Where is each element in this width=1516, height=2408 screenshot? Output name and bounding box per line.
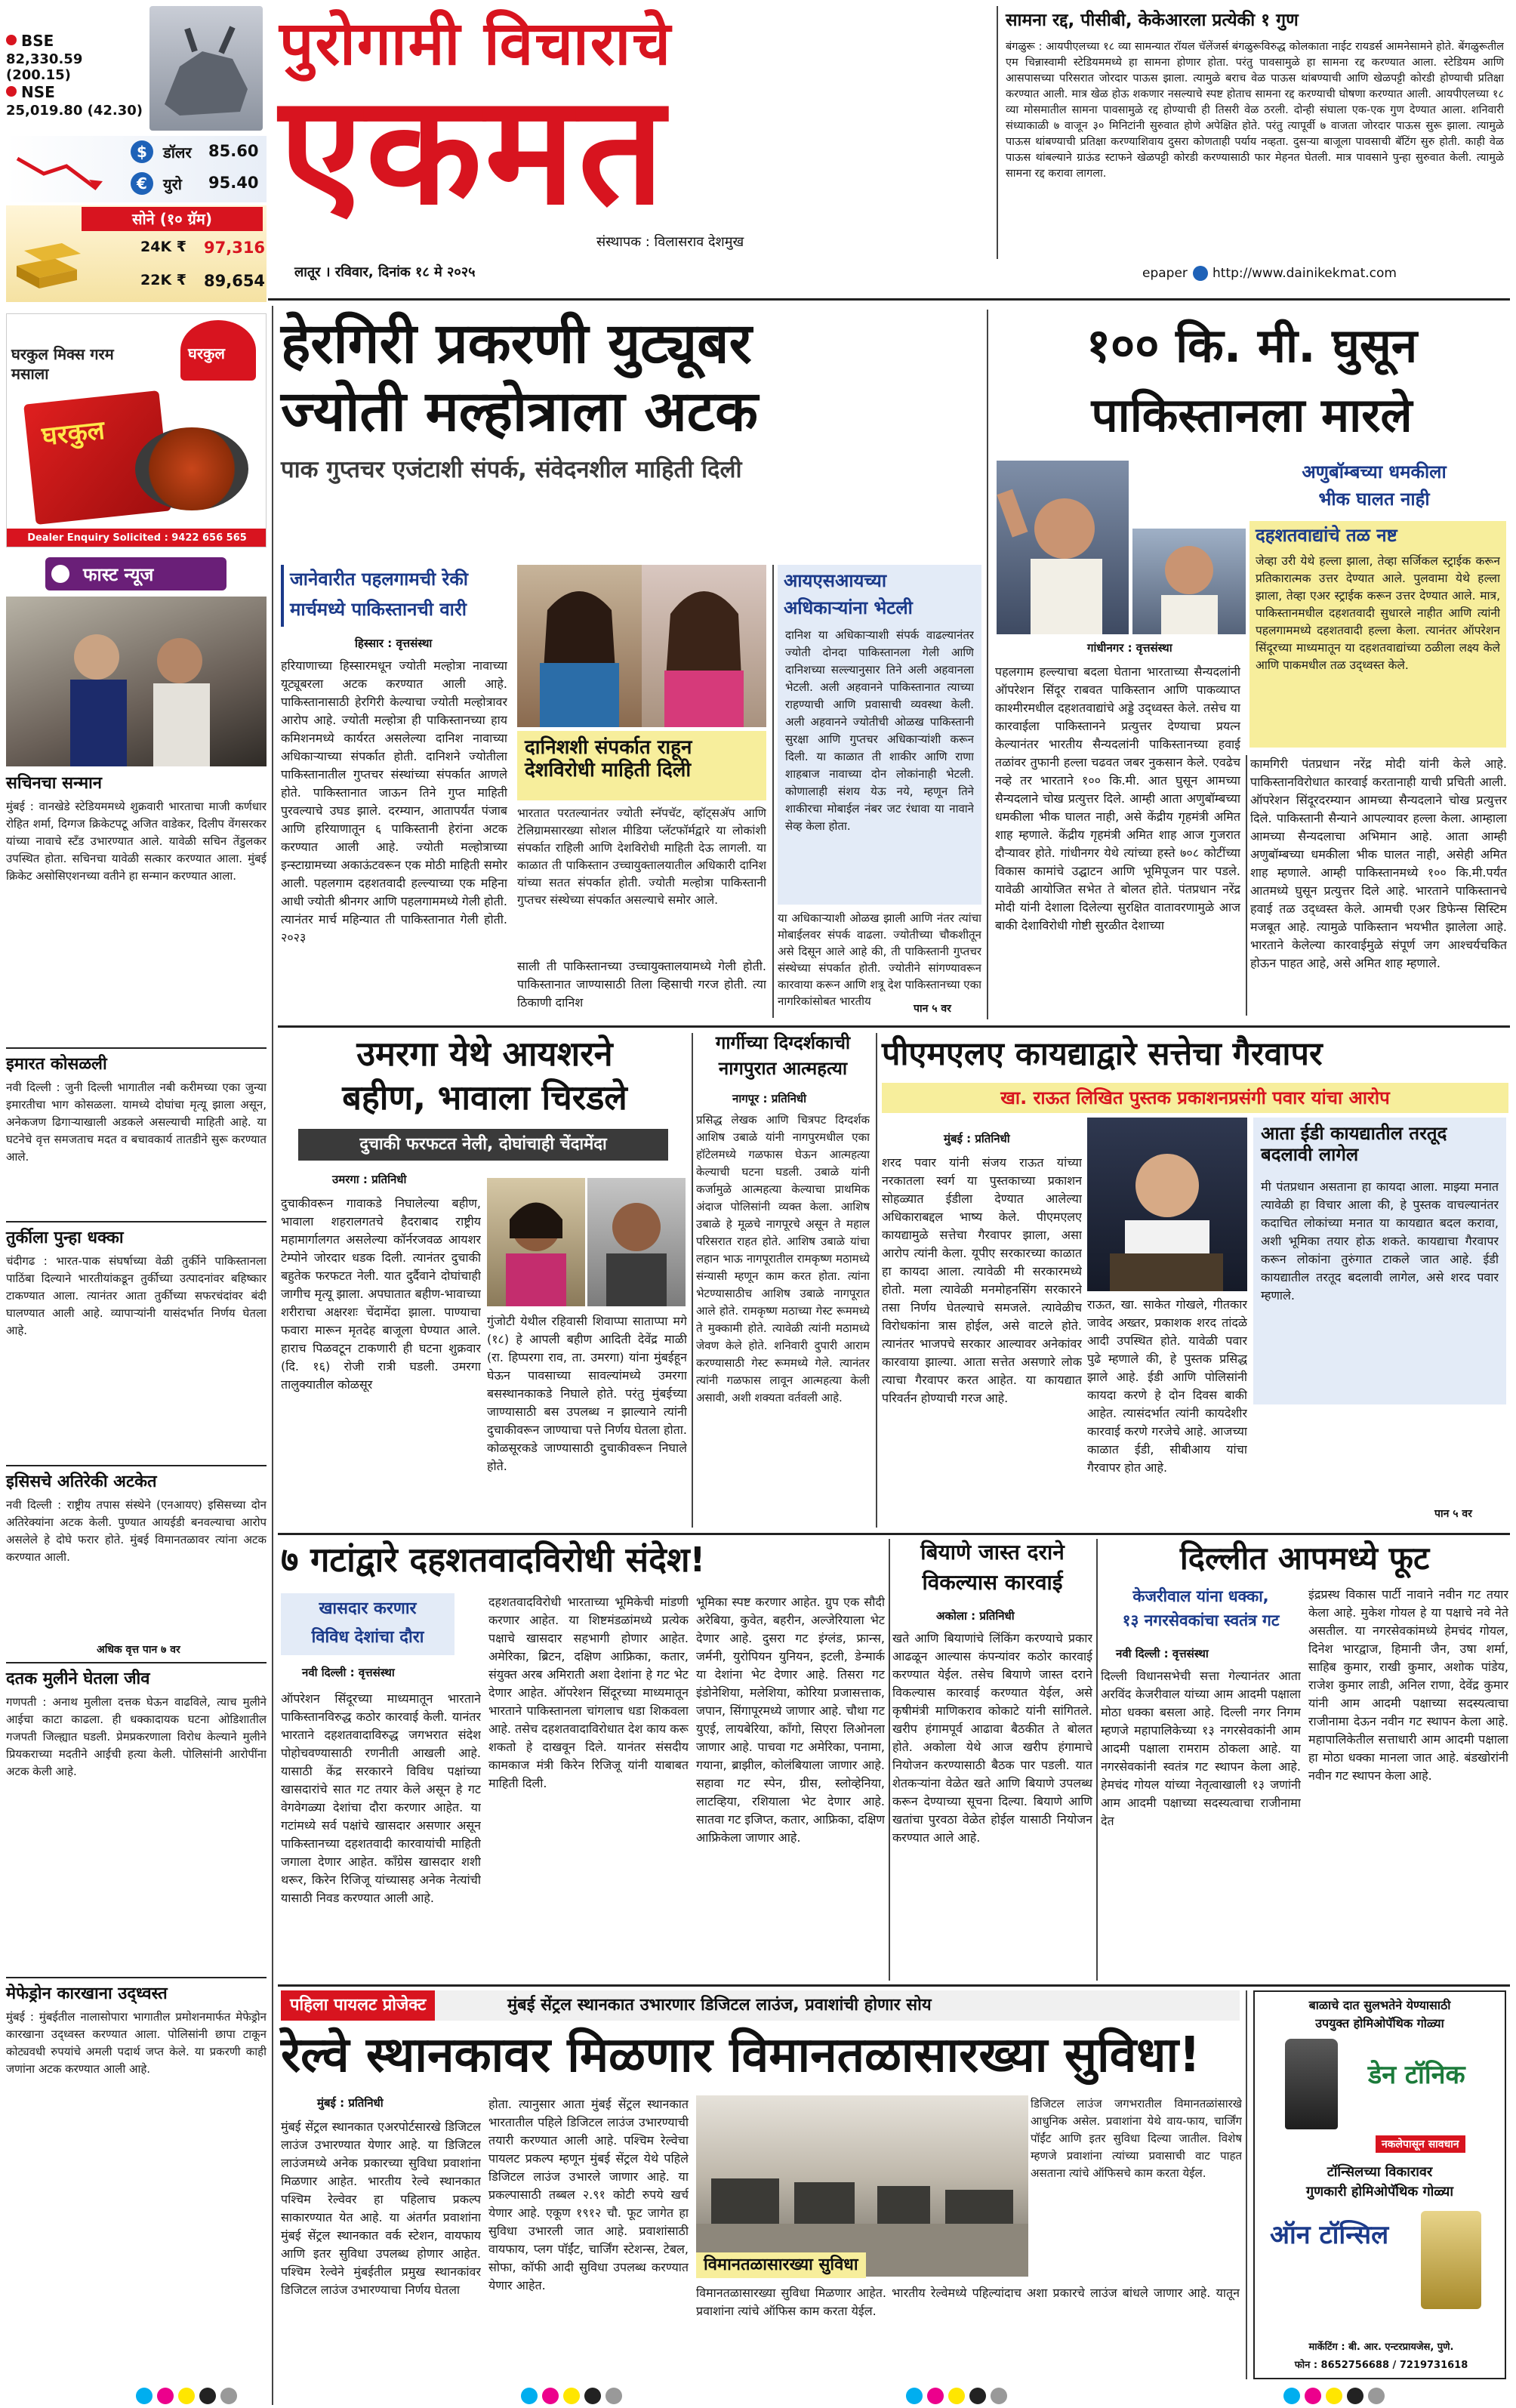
railway-dateline: मुंबई : प्रतिनिधी [317,2096,384,2110]
garg-headline-1: गार्गीच्या दिग्दर्शकाची [715,1032,851,1053]
pmla-box-title: आता ईडी कायद्यातील तरतूद बदलावी लागेल [1261,1123,1447,1165]
reg-dot-g3 [991,2388,1007,2404]
dollar-value: 85.60 [208,142,259,160]
gold-bars-image [9,228,85,298]
bse-dot-icon [6,35,17,45]
umarga-headline-2: बहीण, भावाला चिरडले [342,1078,627,1118]
isi-cont[interactable]: पान ५ वर [914,1003,951,1015]
terror-body-3: भूमिका स्पष्ट करणार आहेत. ग्रुप एक सौदी अरेबिया, कुवेत, बहरीन, अल्जेरियाला भेट देणार आहे. दुसरा गट इंग्लंड, फ्रान्स, जर्मनी, युरोपियन युनियन, इटली, डेन्मार्क या देशांना भेट देणार आहे. तिसरा गट इंडोनेशिया, मलेशिया, कोरिया प्रजासत्ताक, जपान, सिंगापूरमध्ये जाणार आहे. चौथा गट युएई, लायबेरिया, काँगो, सिएरा लिओनला जाणार आहे. पाचवा गट अमेरिका, पनामा, गयाना, ब्राझील, कोलंबियाला जाणार आहे. सहावा गट स्पेन, ग्रीस, स्लोव्हेनिया, लाटव्हिया, रशियाला भेट देणार आहे. सातवा गट इजिप्त, कतार, आफ्रिका, दक्षिण आफ्रिकेला जाणार आहे. [696,1595,885,1845]
sidebar-news [6,774,267,2171]
terror-body-2: दहशतवादविरोधी भारताच्या भूमिकेची मांडणी करणार आहेत. या शिष्टमंडळांमध्ये प्रत्येक पक्षाचे खासदार सहभागी होणार आहेत. अमेरिका, ब्रिटन, दक्षिण आफ्रिका, कतार, संयुक्त अरब अमिराती अशा देशांना हे गट भेट देणार आहेत. ऑपरेशन सिंदूरच्या माध्यमातून भारताने पाकिस्तानला चांगलाच धडा शिकवला आहे. तसेच दहशतवादाविरोधात देश काय करू शकतो हे दाखवून दिले. यानंतर संसदीय कामकाज मंत्री किरेन रिजिजू यांनी याबाबत माहिती दिली. [488,1595,689,1790]
bse-box [6,32,149,83]
railway-body-1: मुंबई सेंट्रल स्थानकात एअरपोर्टसारखे डिजिटल लाउंज उभारण्यात येणार आहे. या डिजिटल लाउंजमध्ये अनेक प्रकारच्या सुविधा प्रवाशांना मिळणार आहेत. भारतीय रेल्वे स्थानकात पश्चिम रेल्वेवर हा पहिलाच प्रकल्प साकारण्यात येत आहे. या अंतर्गत प्रवाशांना मुंबई सेंट्रल स्थानकात वर्क स्टेशन, वायफाय आणि इतर सुविधा उपलब्ध होणार आहेत. पश्चिम रेल्वेने मुंबईतील प्रमुख स्थानकांवर डिजिटल लाउंज उभारण्याचा निर्णय घेतला [281,2120,481,2297]
masala-ad[interactable] [6,313,267,547]
delhi-kicker-2: १३ नगरसेवकांचा स्वतंत्र गट [1122,1611,1280,1629]
market-panel [6,6,267,304]
fast-news-label: फास्ट न्यूज [83,564,154,585]
isi-body-2: या अधिकाऱ्याशी ओळख झाली आणि नंतर त्यांचा मोबाईलवर संपर्क वाढला. ज्योतीच्या चौकशीतून असे दिसून आले आहे की, ती पाकिस्तानी गुप्तचर संस्थेच्या संपर्कात होती. ज्योतीने सांगण्यावरून कारवाया करून आणि शत्रू देश पाकिस्तानच्या एका नागरिकांसोबत भारतीय [778,911,981,1008]
amit-shah-photo-2 [1132,529,1246,634]
lead-headline-2: ज्योती मल्होत्राला अटक [281,379,758,444]
nse-value: 25,019.80 (42.30) [6,103,143,119]
ad-phone: फोन : 8652756688 / 7219731618 [1294,2360,1468,2371]
ghusun-box-title: दहशतवाद्यांचे तळ नष्ट [1256,525,1397,546]
epaper-link[interactable]: http://www.dainikekmat.com [1212,266,1397,281]
lead-dateline: हिस्सार : वृत्तसंस्था [355,637,433,650]
sidebar-n1-body: मुंबई : वानखेडे स्टेडियममध्ये शुक्रवारी भारताचा माजी कर्णधार रोहित शर्मा, दिग्गज क्रिकेटपटू अजित वाडेकर, दिलीप वेंगसरकर यांच्या नावाचे स्टँड उभारण्यात आले. यावेळी सचिन तेंडुलकर उपस्थित होता. सचिनचा यावेळी सत्कार करण्यात आला. मुंबई क्रिकेट असोसिएशनच्या वतीने हा सन्मान करण्यात आला. [6,800,267,883]
reg-dot-k1 [199,2388,216,2404]
delhi-dateline: नवी दिल्ली : वृत्तसंस्था [1116,1647,1209,1660]
delhi-headline: दिल्लीत आपमध्ये फूट [1179,1540,1430,1577]
umarga-body-1: दुचाकीवरून गावाकडे निघालेल्या बहीण, भावाला शहरालगतचे हैदराबाद राष्ट्रीय महामार्गालगत असलेल्या कॉर्नरजवळ आयशर टेम्पोने जोरदार धडक दिली. त्यानंतर दुचाकी बहुतेक फरफटत नेली. यात दुर्दैवाने दोघांचाही जागीच मृत्यू झाला. अपघातात बहीण-भावाच्या शरीराचा अक्षरशः चेंदामेंदा झाला. पाण्याचा फवारा मारून मृतदेह बाजूला घेण्यात आले. हाराच पिळवटून टाकणारी ही घटना शुक्रवार (दि. १६) रोजी रात्री घडली. उमरगा तालुक्यातील कोळसूर [281,1196,481,1392]
reg-dot-y3 [948,2388,965,2404]
reg-dot-y2 [563,2388,580,2404]
sidebar-n5-title: दतक मुलीने घेतला जीव [6,1670,150,1688]
lounge-caption-body: डिजिटल लाउंज जगभरातील विमानतळांसारखे आधुनिक असेल. प्रवाशांना येथे वाय-फाय, चार्जिंग पॉईंट आणि इतर सुविधा दिल्या जातील. विशेष म्हणजे प्रवाशांना त्यांच्या प्रवासाची वाट पाहत असताना त्यांचे ऑफिसचे काम करता येईल. [1031,2097,1242,2180]
lead-col2-body: साली ती पाकिस्तानच्या उच्चायुक्तालयामध्ये गेली होती. पाकिस्तानात जाण्यासाठी तिला व्हिसाची गरज होती. त्या ठिकाणी दानिश [517,959,766,1010]
sidebar-n4-cont[interactable]: अधिक वृत्त पान ७ वर [97,1644,180,1656]
ipl-body: बंगळुरू : आयपीएलच्या १८ व्या सामन्यात रॉयल चॅलेंजर्स बंगळुरूविरुद्ध कोलकाता नाईट रायडर्स आमनेसामने होते. बेंगळुरूतील एम चिन्नास्वामी स्टेडियममध्ये हा सामना होणार होता. परंतु पावसामुळे हा सामना रद्द करण्यात आला. स्टेडियम आणि आसपासच्या परिसरात जोरदार पाऊस झाला. त्यामुळे बराच वेळ पाऊस थांबण्याची आणि खेळपट्टी कोरडी होण्याची प्रतिक्षा करण्यात आली. मात्र खेळ होऊ शकणार नसल्याचे स्पष्ट होताच सामना रद्द करण्याची घोषणा करण्यात आली. आयपीएलच्या १८ व्या मोसमातील सामना पावसामुळे रद्द होण्याची ही तिसरी वेळ ठरली. दोन्ही संघाला एक-एक गुण देण्यात आला. शनिवारी संध्याकाळी ७ वाजून ३० मिनिटांनी सुरुवात होणे अपेक्षित होते. परंतु त्यापूर्वी ७ वाजता जोरदार पाऊस सुरू झाला. त्यामुळे पाऊस थांबण्याची प्रतिक्षा करण्याशिवाय दुसरा कोणताही पर्याय नव्हता. दुसऱ्या बाजूला पावसाची बॅटिंग सुरु होती. काही वेळ पाऊस थांबल्याने ग्राऊंड स्टाफने खेळपट्टी कोरडी करण्यासाठी फार मेहनत घेतली. मात्र पावसाने पुन्हा सुरुवात केली. त्यामुळे सामना रद्द करावा लागला. [1006,41,1504,180]
lounge-caption-title: विमानतळासारख्या सुविधा [696,2252,866,2278]
reg-dot-m1 [157,2388,174,2404]
terror-kicker-2: विविध देशांचा दौरा [311,1628,424,1647]
reg-dot-c3 [906,2388,923,2404]
pmla-cont[interactable]: पान ५ वर [1434,1508,1472,1520]
victim-photo-1 [487,1178,585,1306]
bse-value: 82,330.59 (200.15) [6,51,83,83]
umarga-subhead: दुचाकी फरफटत नेली, दोघांचाही चेंदामेंदा [298,1129,668,1161]
masala-logo-text: घरकुल [188,344,225,362]
gold-box [6,205,267,302]
reg-dot-m3 [927,2388,944,2404]
pmla-body-1: शरद पवार यांनी संजय राऊत यांच्या नरकातला स्वर्ग या पुस्तकाच्या प्रकाशन सोहळ्यात ईडीला देण्यात आलेल्या अधिकाराबद्दल भाष्य केले. पीएमएलए कायद्यामुळे सत्तेचा गैरवापर झाला, असा आरोप त्यांनी केला. यूपीए सरकारच्या काळात हा कायदा आला. त्यावेळी मी सरकारमध्ये होतो. मला त्यावेळी मनमोहनसिंग सरकारने तसा निर्णय घेतल्याचे समजले. त्यावेळीच विरोधकांना त्रास होईल, असे वाटले होते. त्यानंतर भाजपचे सरकार आल्यावर अनेकांवर कारवाया झाल्या. आता सत्तेत असणारे लोक त्याचा गैरवापर करत आहेत. या कायद्यात परिवर्तन होण्याची गरज आहे. [882,1155,1082,1405]
pmla-subhead: खा. राऊत लिखित पुस्तक प्रकाशनप्रसंगी पवार यांचा आरोप [882,1083,1508,1113]
pmla-box-body: मी पंतप्रधान असताना हा कायदा आला. माझ्या मनात त्यावेळी हा विचार आला की, हे पुस्तक वाचल्यानंतर कदाचित लोकांच्या मनात या कायद्यात बदल करावा, अशी भूमिका तयार होऊ शकते. कायद्याचा गैरवापर करून लोकांना तुरुंगात टाकले जात आहे. ईडी कायद्यातील तरतूद बदलावी लागेल, असे शरद पवार म्हणाले. [1261,1179,1499,1303]
masthead [279,6,989,301]
sidebar-n3-body: चंदीगढ : भारत-पाक संघर्षाच्या वेळी तुर्कीने पाकिस्तानला पाठिंबा दिल्याने भारतीयांकडून तुर्कीच्या उत्पादनांवर बहिष्कार टाकण्यात आला. त्यानंतर आता तुर्कीच्या सफरचंदांवर बंदी घालण्यात आली आहे. व्यापाऱ्यांनी यासंदर्भात निर्णय घेतला आहे. [6,1254,267,1337]
reg-dot-k2 [584,2388,601,2404]
bull-image [149,6,263,131]
masthead-tagline: पुरोगामी विचाराचे [279,8,673,79]
sidebar-n4-title: इसिसचे अतिरेकी अटकेत [6,1472,157,1491]
lead-kicker-2: मार्चमध्ये पाकिस्तानची वारी [290,599,467,620]
ghusun-box-body: जेव्हा उरी येथे हल्ला झाला, तेव्हा सर्जिकल स्ट्राईक करून प्रतिकारात्मक उत्तर देण्यात आले. पुलवामा येथे हल्ला झाला, तेव्हा एअर स्ट्राईक करून उत्तर देण्यात आले. मात्र, पाकिस्तानमधील दहशतवादी सुधारले नाहीत आणि त्यांनी पहलगाममध्ये दहशतवादी हल्ला केला. त्यानंतर ऑपरेशन सिंदूरच्या माध्यमातून या दहशतवाद्यांच्या ठळीला लक्ष्य केले आणि पाकमधील तळ उद्ध्वस्त केले. [1256,554,1500,672]
masala-tagline: घरकुल मिक्स गरम मसाला [11,345,114,383]
isi-body: दानिश या अधिकाऱ्याशी संपर्क वाढल्यानंतर ज्योती दोनदा पाकिस्तानला गेली आणि दानिशच्या सल्ल्यानुसार तिने अली अहवानला भेटली. अली अहवानने पाकिस्तानात त्याच्या राहण्याची आणि प्रवासाची व्यवस्था केली. अली अहवानने ज्योतीची ओळख पाकिस्तानी सुरक्षा आणि गुप्तचर अधिकाऱ्यांशी करून दिली. या काळात ती शाकीर आणि राणा शाहबाज नावाच्या दोन लोकांनाही भेटली. कोणालाही संशय येऊ नये, म्हणून तिने शाकीरचा मोबाईल नंबर जट रंधावा या नावाने सेव्ह केला होता. [785,628,974,833]
sachin-photo [6,597,267,766]
den-brand: डेन टॉनिक [1368,2060,1465,2090]
terror-dateline: नवी दिल्ली : वृत्तसंस्था [302,1666,395,1679]
ghusun-kicker-1: अणुबॉम्बच्या धमकीला [1302,461,1447,483]
nse-label: NSE [21,83,55,101]
ghusun-headline-2: पाकिस्तानला मारले [1091,387,1413,442]
den-tonic-ad[interactable] [1253,1990,1506,2379]
reg-dot-g2 [605,2388,622,2404]
epaper-label: epaper [1142,266,1188,281]
railway-banner-rest: मुंबई सेंट्रल स्थानकात उभारणार डिजिटल लाउंज, प्रवाशांची होणार सोय [507,1996,932,2015]
ghusun-caption: गांधीनगर : वृत्तसंस्था [1087,641,1172,655]
masthead-dateline: लातूर । रविवार, दिनांक १८ मे २०२५ [294,264,476,280]
masala-bowl-image [135,427,248,510]
lead-headline-1: हेरगिरी प्रकरणी युट्यूबर [281,311,752,376]
garg-dateline: नागपूर : प्रतिनिधी [732,1092,807,1105]
euro-label: युरो [163,175,182,193]
reg-dot-g4 [1368,2388,1385,2404]
terror-body-1: ऑपरेशन सिंदूरच्या माध्यमातून भारताने पाकिस्तानविरुद्ध कठोर कारवाई केली. यानंतर भारताने दहशतवादाविरुद्ध जगभरात संदेश पोहोचवण्यासाठी रणनीती आखली आहे. यासाठी केंद्र सरकारने विविध पक्षांच्या खासदारांचे सात गट तयार केले असून हे गट वेगवेगळ्या देशांचा दौरा करणार आहेत. या गटांमध्ये सर्व पक्षांचे खासदार असणार असून पाकिस्तानच्या दहशतवादी कारवायांची माहिती जगाला देणार आहेत. काँग्रेस खासदार शशी थरूर, किरेन रिजिजू यांच्यासह अनेक नेत्यांची यासाठी निवड करण्यात आली आहे. [281,1691,481,1905]
trend-arrow-icon [14,143,119,196]
lead-caption-body: भारतात परतल्यानंतर ज्योती स्नॅपचॅट, व्हॉट्सअ‍ॅप आणि टेलिग्रामसारख्या सोशल मीडिया प्लॅटफॉर्मद्वारे या लोकांशी संपर्कात राहिली आणि देशविरोधी माहिती देऊ लागली. या काळात ती पाकिस्तान उच्चायुक्तालयातील अधिकारी दानिश यांच्या सतत संपर्कात होती. ज्योती मल्होत्रा पाकिस्तानी गुप्तचर संस्थेच्या संपर्कात असल्याचे समोर आले. [517,806,766,907]
reg-dot-m2 [542,2388,559,2404]
ghusun-body-2: कामगिरी पंतप्रधान नरेंद्र मोदी यांनी केले आहे. पाकिस्तानविरोधात कारवाई करतानाही याची प्रचिती आली. ऑपरेशन सिंदूरदरम्यान आमच्या सैन्यदलाने चोख प्रत्युत्तर दिले. पाकिस्तानी सैन्याने आपल्यावर हल्ला केला. आम्हाला आमच्या सैन्यदलाचा अभिमान आहे. आता आम्ही अणुबॉम्बच्या धमकीला भीक घालत नाही, असेही अमित शाह म्हणाले. आम्ही पाकिस्तानमध्ये १०० कि.मी.पर्यंत आतमध्ये घुसून प्रत्युत्तर दिले आहे. भारताने पाकिस्तानचे हवाई तळ उद्ध्वस्त केले. आमची एअर डिफेन्स सिस्टिम मजबूत आहे. त्यामुळे पाकिस्तान भयभीत झालेला आहे. भारताने केलेल्या कारवाईमुळे संपूर्ण जग आश्चर्यचकित होऊन पाहत आहे, असे अमित शाह म्हणाले. [1250,757,1507,970]
reg-dot-y4 [1326,2388,1342,2404]
isi-kicker-1: आयएसआयच्या [784,570,887,591]
sidebar-n1-title: सचिनचा सन्मान [6,774,103,793]
garg-body: प्रसिद्ध लेखक आणि चित्रपट दिग्दर्शक आशिष उबाळे यांनी नागपुरमधील एका हॉटेलमध्ये गळफास घेऊन आत्महत्या केल्याची घटना घडली. उबाळे यांनी कर्जामुळे आत्महत्या केल्याचा प्राथमिक अंदाज पोलिसांनी व्यक्त केला. आशिष उबाळे हे मूळचे नागपूरचे असून ते महाल परिसरात राहत होते. आशिष उबाळे यांचा लहान भाऊ नागपूरातील रामकृष्ण मठामध्ये संन्यासी म्हणून काम करत होता. त्यांना भेटण्यासाठीच आशिष उबाळे नागपूरात आले होते. रामकृष्ण मठाच्या गेस्ट रूममध्ये ते मुक्कामी होते. त्यावेळी त्यांनी मठामध्ये जेवण केले होते. शनिवारी दुपारी आराम करण्यासाठी गेस्ट रूममध्ये गेले. त्यानंतर त्यांनी गळफास लावून आत्महत्या केली असावी, अशी शक्यता वर्तवली आहे. [696,1113,870,1404]
railway-body-3: विमानतळासारख्या सुविधा मिळणार आहेत. भारतीय रेल्वेमध्ये पहिल्यांदाच अशा प्रकारचे लाउंज बांधले जाणार आहे. यातून प्रवाशांना त्यांचे ऑफिस काम करता येईल. [696,2286,1240,2318]
den-warn: नकलेपासून सावधान [1376,2135,1465,2153]
reg-dot-k4 [1347,2388,1363,2404]
lead-kicker-1: जानेवारीत पहलगामची रेकी [290,569,468,590]
bse-label: BSE [21,32,54,50]
ad-maker: मार्केटिंग : बी. आर. एन्टरप्रायजेस, पुणे. [1308,2342,1454,2353]
gold-label: सोने (१० ग्रॅम) [82,207,263,231]
reg-dot-c2 [521,2388,538,2404]
terror-kicker-1: खासदार करणार [319,1599,417,1618]
amit-shah-photo [997,461,1129,634]
railway-banner [281,1990,1240,2021]
lead-caption-box [517,731,766,800]
sidebar-n4-body: नवी दिल्ली : राष्ट्रीय तपास संस्थेने (एनआयए) इसिसच्या दोन अतिरेक्यांना अटक केली. पुण्यात आयईडी बनवल्याचा आरोप असलेले हे दोघे फरार होते. मुंबई विमानतळावर त्यांना अटक करण्यात आली. [6,1498,267,1564]
reg-dot-c1 [136,2388,153,2404]
ghusun-kicker-2: भीक घालत नाही [1318,489,1430,510]
fast-news-icon [51,565,69,583]
lead-subhead: पाक गुप्तचर एजंटाशी संपर्क, संवेदनशील माहिती दिली [281,456,742,483]
pmla-caption: राऊत, खा. साकेत गोखले, गीतकार जावेद अख्तर, प्रकाशक शरद तांदळे आदी उपस्थित होते. यावेळी पवार पुढे म्हणाले की, हे पुस्तक प्रसिद्ध झाले आहे. ईडी आणि पोलिसांनी कायदा करणे हे दोन दिवस बाकी आहेत. त्यासंदर्भात त्यांनी कायदेशीर कारवाई करणे गरजेचे आहे. आजच्या काळात ईडी, सीबीआय यांचा गैरवापर होत आहे. [1087,1297,1247,1475]
lead-caption-box-text: दानिशशी संपर्कात राहून देशविरोधी माहिती दिली [525,736,692,782]
sidebar-n6-title: मेफेड्रोन कारखाना उद्ध्वस्त [6,1984,168,2003]
pmla-dateline: मुंबई : प्रतिनिधी [944,1132,1010,1145]
dollar-icon: $ [131,140,153,163]
ipl-story [997,6,1510,259]
ghusun-body-1: पहलगाम हल्ल्याचा बदला घेताना भारताच्या सैन्यदलांनी ऑपरेशन सिंदूर राबवत पाकिस्तान आणि पाकव्याप्त काश्मीरमधील दहशतवाद्यांचे अड्डे उद्ध्वस्त केले. तसेच या कारवाईला पाकिस्तानने प्रत्युत्तर देण्याचा प्रयत्न केल्यानंतर भारतीय सैन्यदलांनी पाकिस्तानच्या हवाई तळांवर तुफानी हल्ला चढवत जबर नुकसान केले. एवढेच नव्हे तर भारताने १०० कि.मी. आत घुसून आमच्या सैन्यदलाने चोख प्रत्युत्तर दिले. आम्ही आता अणुबॉम्बच्या धमकीला भीक घालत नाही, असे केंद्रीय गृहमंत्री अमित शाह म्हणाले. केंद्रीय गृहमंत्री अमित शाह आज गुजरात दौऱ्यावर होते. गांधीनगर येथे त्यांच्या हस्ते ७०८ कोटींच्या विकास कामांचे उद्घाटन आणि भूमिपूजन पार पडले. यावेळी आयोजित सभेत ते बोलत होते. पंतप्रधान नरेंद्र मोदी यांनी देशाला दिलेल्या सुरक्षित वातावरणामुळे आज बाकी देशाविरोधी गोष्टी सुरळीत देशाच्या [995,664,1240,933]
masthead-title: एकमत [279,63,667,239]
founder-line: संस्थापक : विलासराव देशमुख [596,234,744,250]
lead-body: हरियाणाच्या हिस्सारमधून ज्योती मल्होत्रा नावाच्या यूट्यूबरला अटक करण्यात आली आहे. पाकिस्तानासाठी हेरगिरी केल्याचा ज्योती मल्होत्रावर आरोप आहे. ज्योती मल्होत्रा ही पाकिस्तानच्या हाय कमिशनमध्ये कार्यरत असलेल्या दानिश नावाच्या अधिकाऱ्याच्या संपर्कात होती. दानिशने ज्योतीला पाकिस्तानातील गुप्तचर संस्थांच्या संपर्कात आणले होते. पाकिस्तानात जाऊन तिने गुप्त माहिती पुरवल्याचे उघड झाले. दरम्यान, आतापर्यंत पंजाब आणि हरियाणातून ६ पाकिस्तानी हेरांना अटक करण्यात आली आहे. ज्योती मल्होत्राच्या इन्स्टाग्रामच्या अकाऊंटवरून एक मोठी माहिती समोर आली. पहलगाम दहशतवादी हल्ल्याच्या एक महिना आधी ज्योती श्रीनगर आणि पहलगाममध्ये गेली होती. त्यानंतर मार्च महिन्यात ती पाकिस्तानात गेली होती. २०२३ [281,658,507,945]
sidebar-n6-body: मुंबई : मुंबईतील नालासोपारा भागातील प्रमोशनमार्फत मेफेड्रोन कारखाना उद्ध्वस्त करण्यात आला. पोलिसांनी छापा टाकून कोट्यवधी रुपयांचे अमली पदार्थ जप्त केले. या प्रकरणी काही जणांना अटक करण्यात आली आहे. [6,2010,267,2076]
jyoti-photo-2 [642,565,766,727]
pmla-box [1253,1118,1506,1404]
railway-pilot: पहिला पायलट प्रोजेक्ट [281,1990,435,2021]
railway-headline: रेल्वे स्थानकावर मिळणार विमानतळासारख्या सुविधा! [281,2027,1201,2083]
pawar-photo [1087,1118,1247,1291]
umarga-dateline: उमरगा : प्रतिनिधी [332,1173,407,1186]
lounge-photo [696,2095,1028,2277]
isi-box [778,565,981,905]
ghusun-box [1249,521,1506,748]
reg-dot-m4 [1305,2388,1321,2404]
tonsil-bottle-image [1421,2211,1481,2309]
dollar-label: डॉलर [163,143,192,162]
umarga-body-2: गुंजोटी येथील रहिवासी शिवाप्पा साताप्पा मगे (१८) हे आपली बहीण आदिती देवेंद्र माळी (रा. हिप्परगा राव, ता. उमरगा) यांना मुंबईहून घेऊन पावसाच्या सावल्यांमध्ये उमरगा बसस्थानकाकडे निघाले होते. परंतु मुंबईच्या जाण्यासाठी बस उपलब्ध न झाल्याने त्यांनी दुचाकीवरून जाण्याचा पत्ते निर्णय घेतला होता. कोळसूरकडे जाण्यासाठी दुचाकीवरून निघाले होते. [487,1314,687,1473]
delhi-body-2: इंद्रप्रस्थ विकास पार्टी नावाने नवीन गट तयार केला आहे. मुकेश गोयल हे या पक्षाचे नवे नेते असतील. या नगरसेवकांमध्ये हेमचंद गोयल, दिनेश भारद्वाज, हिमानी जैन, उषा शर्मा, साहिब कुमार, राखी कुमार, अशोक पांडेय, राजेश कुमार लाडी, अनिल राणा, देवेंद्र कुमार यांनी आम आदमी पक्षाच्या सदस्यत्वाचा राजीनामा देऊन नवीन गट स्थापन केला आहे. महापालिकेतील सत्ताधारी आम आदमी पक्षाला हा मोठा धक्का मानला जात आहे. बंडखोरांनी नवीन गट स्थापन केला आहे. [1308,1587,1508,1783]
garg-headline-2: नागपुरात आत्महत्या [718,1058,848,1079]
globe-icon [1193,266,1208,281]
gold22-value: 89,654 [204,272,266,290]
tonsil-brand: ऑन टॉन्सिल [1270,2220,1389,2250]
gold24-label: 24K ₹ [140,239,186,255]
victim-photo-2 [587,1178,686,1306]
fast-news-banner [45,557,226,590]
reg-dot-y1 [178,2388,195,2404]
sidebar-n5-body: गणपती : अनाथ मुलीला दत्तक घेऊन वाढविले, त्याच मुलीने आईचा काटा काढला. ही धक्कादायक घटना ओडिशातील गजपती जिल्ह्यात घडली. प्रेमप्रकरणाला विरोध केल्याने मुलीने प्रियकराच्या मदतीने आईची हत्या केली. पोलिसांनी आरोपींना अटक केली आहे. [6,1695,267,1778]
terror-kicker [281,1593,454,1655]
seeds-headline-1: बियाणे जास्त दराने [920,1540,1065,1565]
railway-side-box [1087,2095,1088,2096]
jyoti-photo-1 [517,565,642,727]
terror-headline: ७ गटांद्वारे दहशतवादविरोधी संदेश! [281,1540,706,1580]
masala-dealer: Dealer Enquiry Solicited : 9422 656 565 [7,529,267,547]
den-top-1: बाळाचे दात सुलभतेने येण्यासाठी [1308,1998,1451,2012]
seeds-dateline: अकोला : प्रतिनिधी [936,1609,1015,1623]
tonsil-title-2: गुणकारी होमिओपॅथिक गोळ्या [1306,2184,1453,2200]
isi-kicker-2: अधिकाऱ्यांना भेटली [784,597,913,618]
sidebar-n2-title: इमारत कोसळली [6,1055,107,1074]
sidebar-n2-body: नवी दिल्ली : जुनी दिल्ली भागातील नबी करीमच्या एका जुन्या इमारतीचा भाग कोसळला. यामध्ये दोघांचा मृत्यू झाला असून, अनेकजण ढिगाऱ्याखाली अडकले असल्याची माहिती आहे. या घटनेचे वृत्त समजताच मदत व बचावकार्य तातडीने सुरू करण्यात आले. [6,1081,267,1164]
currency-box [6,136,267,202]
lead-kicker-box [281,565,507,627]
nse-box [6,85,149,127]
pmla-headline: पीएमएलए कायद्याद्वारे सत्तेचा गैरवापर [882,1035,1323,1073]
nse-dot-icon [6,86,17,97]
gold24-value: 97,316 [204,239,266,257]
den-bottle-image [1285,2039,1338,2129]
euro-icon: € [131,172,153,195]
railway-body-2: होता. त्यानुसार आता मुंबई सेंट्रल स्थानकात भारतातील पहिले डिजिटल लाउंज उभारण्याची तयारी करण्यात आली आहे. पश्चिम रेल्वेचा पायलट प्रकल्प म्हणून मुंबई सेंट्रल येथे पहिले डिजिटल लाउंज उभारले जाणार आहे. या प्रकल्पासाठी तब्बल २.९१ कोटी रुपये खर्च येणार आहे. एकूण १९१२ चौ. फूट जागेत हा सुविधा उभारली जात आहे. प्रवाशांसाठी वायफाय, प्लग पॉईंट, चार्जिंग स्टेशन्स, टेबल, सोफा, कॉफी आदी सुविधा उपलब्ध करण्यात येणार आहेत. [488,2097,689,2292]
sidebar-n3-title: तुर्कीला पुन्हा धक्का [6,1229,124,1247]
ghusun-headline-1: १०० कि. मी. घुसून [1086,318,1418,373]
ipl-heading: सामना रद्द, पीसीबी, केकेआरला प्रत्येकी १ गुण [1006,11,1299,30]
euro-value: 95.40 [208,174,259,192]
gold22-label: 22K ₹ [140,272,186,288]
den-top-2: उपयुक्त होमिओपॅथिक गोळ्या [1315,2016,1444,2030]
reg-dot-c4 [1283,2388,1300,2404]
masala-pack-brand: घरकुल [40,415,106,452]
seeds-body: खते आणि बियाणांचे लिंकिंग करण्याचे प्रकार आढळून आल्यास कंपन्यांवर कठोर कारवाई करण्यात येईल. तसेच बियाणे जास्त दराने विकल्यास कारवाई करण्यात येईल, असे कृषीमंत्री माणिकराव कोकाटे यांनी सांगितले. खरीप हंगामपूर्व आढावा बैठकीत ते बोलत होते. अकोला येथे आज खरीप हंगामाचे नियोजन करण्यासाठी बैठक पार पडली. यात शेतकऱ्यांना वेळेत खते आणि बियाणे उपलब्ध करून देण्याच्या सूचना दिल्या. बियाणे आणि खतांचा पुरवठा वेळेत होईल यासाठी नियोजन करण्यात आले आहे. [892,1631,1092,1845]
reg-dot-g1 [220,2388,237,2404]
tonsil-title-1: टॉन्सिलच्या विकारावर [1326,2164,1433,2180]
umarga-headline-1: उमरगा येथे आयशरने [356,1034,613,1074]
seeds-headline-2: विकल्यास कारवाई [922,1570,1063,1595]
delhi-body-1: दिल्ली विधानसभेची सत्ता गेल्यानंतर आता अरविंद केजरीवाल यांच्या आम आदमी पक्षाला मोठा धक्का बसला आहे. दिल्ली नगर निगम म्हणजे महापालिकेच्या १३ नगरसेवकांनी आम आदमी पक्षाला रामराम ठोकला आहे. या नगरसेवकांनी स्वतंत्र गट स्थापन केला आहे. हेमचंद गोयल यांच्या नेतृत्वाखाली १३ जणांनी आम आदमी पक्षाच्या सदस्यत्वाचा राजीनामा देत [1101,1669,1301,1828]
delhi-kicker-1: केजरीवाल यांना धक्का, [1132,1587,1269,1605]
reg-dot-k3 [969,2388,986,2404]
